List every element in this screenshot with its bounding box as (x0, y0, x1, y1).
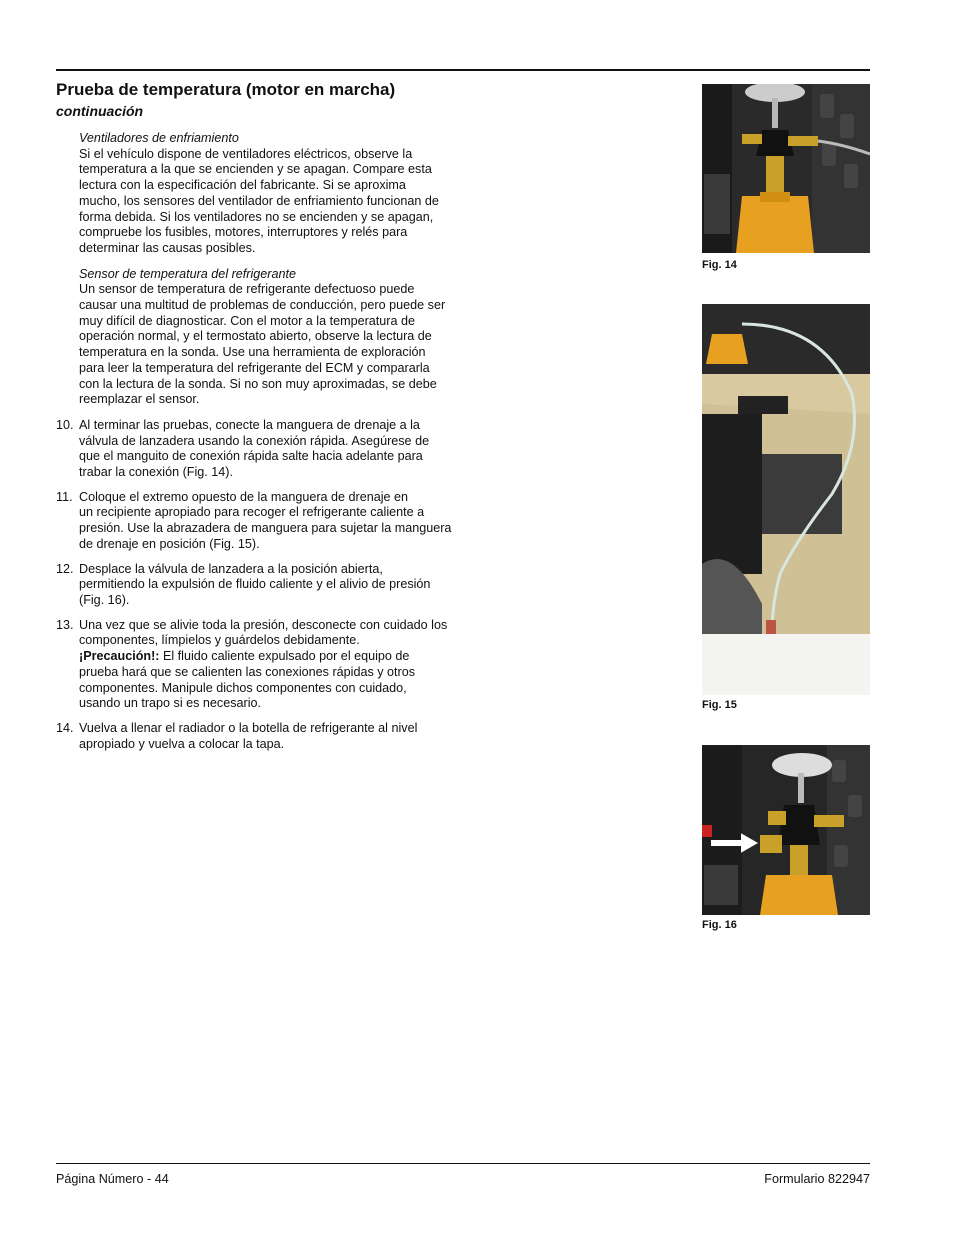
fans-line: temperatura a la que se encienden y se apagan. Compare esta (79, 162, 432, 177)
step-line: Coloque el extremo opuesto de la manguera de drenaje en (79, 489, 409, 504)
sensor-line: reemplazar el sensor. (79, 392, 200, 407)
fans-line: lectura con la especificación del fabricante. Si se aproxima (79, 178, 406, 193)
step-line: Vuelva a llenar el radiador o la botella de refrigerante al nivel (79, 720, 418, 735)
step-number: 11. (56, 489, 73, 504)
fans-line: Si el vehículo dispone de ventiladores eléctricos, observe la (79, 146, 413, 161)
figure-15-photo (702, 304, 870, 695)
caution-line: componentes. Manipule dichos componentes con cuidado, (79, 680, 407, 695)
fans-line: determinar las causas posibles. (79, 240, 256, 255)
sensor-line: Un sensor de temperatura de refrigerante defectuoso puede (79, 282, 415, 297)
page-number: Página Número - 44 (56, 1172, 169, 1186)
step-10 (56, 418, 484, 481)
caution-text: El fluido caliente expulsado por el equipo de (159, 649, 410, 664)
caution-line: prueba hará que se calienten las conexiones rápidas y otros (79, 664, 416, 679)
fans-heading: Ventiladores de enfriamiento (79, 131, 239, 145)
sensor-line: para leer la temperatura del refrigerante del ECM y compararla (79, 360, 430, 375)
figure-16-photo (702, 745, 870, 915)
page-title: Prueba de temperatura (motor en marcha) (56, 80, 396, 99)
fans-section (79, 131, 484, 257)
sensor-line: temperatura en la sonda. Use una herramienta de exploración (79, 345, 426, 360)
figure-16-caption: Fig. 16 (702, 919, 737, 931)
fans-line: forma debida. Si los ventiladores no se encienden y se apagan, (79, 209, 434, 224)
figure-15-caption: Fig. 15 (702, 699, 737, 711)
step-line: (Fig. 16). (79, 592, 130, 607)
step-line: Desplace la válvula de lanzadera a la posición abierta, (79, 561, 383, 576)
step-line: que el manguito de conexión rápida salte hacia adelante para (79, 449, 423, 464)
top-rule (56, 69, 870, 71)
step-number: 14. (56, 720, 74, 735)
step-line: componentes, límpielos y guárdelos debidamente. (79, 633, 360, 648)
step-11 (56, 490, 484, 553)
step-line: apropiado y vuelva a colocar la tapa. (79, 736, 285, 751)
step-line: trabar la conexión (Fig. 14). (79, 465, 233, 480)
step-line: un recipiente apropiado para recoger el refrigerante caliente a (79, 505, 425, 520)
sensor-line: operación normal, y el termostato abierto, observe la lectura de (79, 329, 432, 344)
caution-line (79, 649, 484, 665)
step-13 (56, 618, 484, 712)
caution-label: ¡Precaución!: (79, 649, 160, 664)
sensor-line: con la lectura de la sonda. Si no son muy aproximadas, se debe (79, 376, 437, 391)
sensor-line: causar una multitud de problemas de conducción, pero puede ser (79, 298, 446, 313)
sensor-section (79, 267, 484, 408)
step-line: permitiendo la expulsión de fluido caliente y el alivio de presión (79, 577, 431, 592)
step-12 (56, 562, 484, 609)
sensor-heading: Sensor de temperatura del refrigerante (79, 266, 297, 281)
page-subtitle: continuación (56, 103, 144, 119)
sensor-line: muy difícil de diagnosticar. Con el motor a la temperatura de (79, 313, 416, 328)
step-14 (56, 721, 484, 752)
step-line: Al terminar las pruebas, conecte la manguera de drenaje a la (79, 417, 420, 432)
form-number: Formulario 822947 (764, 1172, 870, 1186)
step-line: Una vez que se alivie toda la presión, desconecte con cuidado los (79, 617, 448, 632)
figure-14-photo (702, 84, 870, 253)
figure-14-caption: Fig. 14 (702, 259, 737, 271)
fans-line: compruebe los fusibles, motores, interruptores y relés para (79, 225, 408, 240)
step-number: 12. (56, 561, 74, 576)
step-line: de drenaje en posición (Fig. 15). (79, 536, 260, 551)
step-line: válvula de lanzadera usando la conexión rápida. Asegúrese de (79, 433, 430, 448)
step-number: 13. (56, 617, 74, 632)
body-text (56, 131, 484, 761)
step-number: 10. (56, 417, 74, 432)
bottom-rule (56, 1163, 870, 1164)
caution-line: usando un trapo si es necesario. (79, 696, 262, 711)
fans-line: mucho, los sensores del ventilador de enfriamiento funcionan de (79, 193, 439, 208)
step-line: presión. Use la abrazadera de manguera para sujetar la manguera (79, 521, 452, 536)
